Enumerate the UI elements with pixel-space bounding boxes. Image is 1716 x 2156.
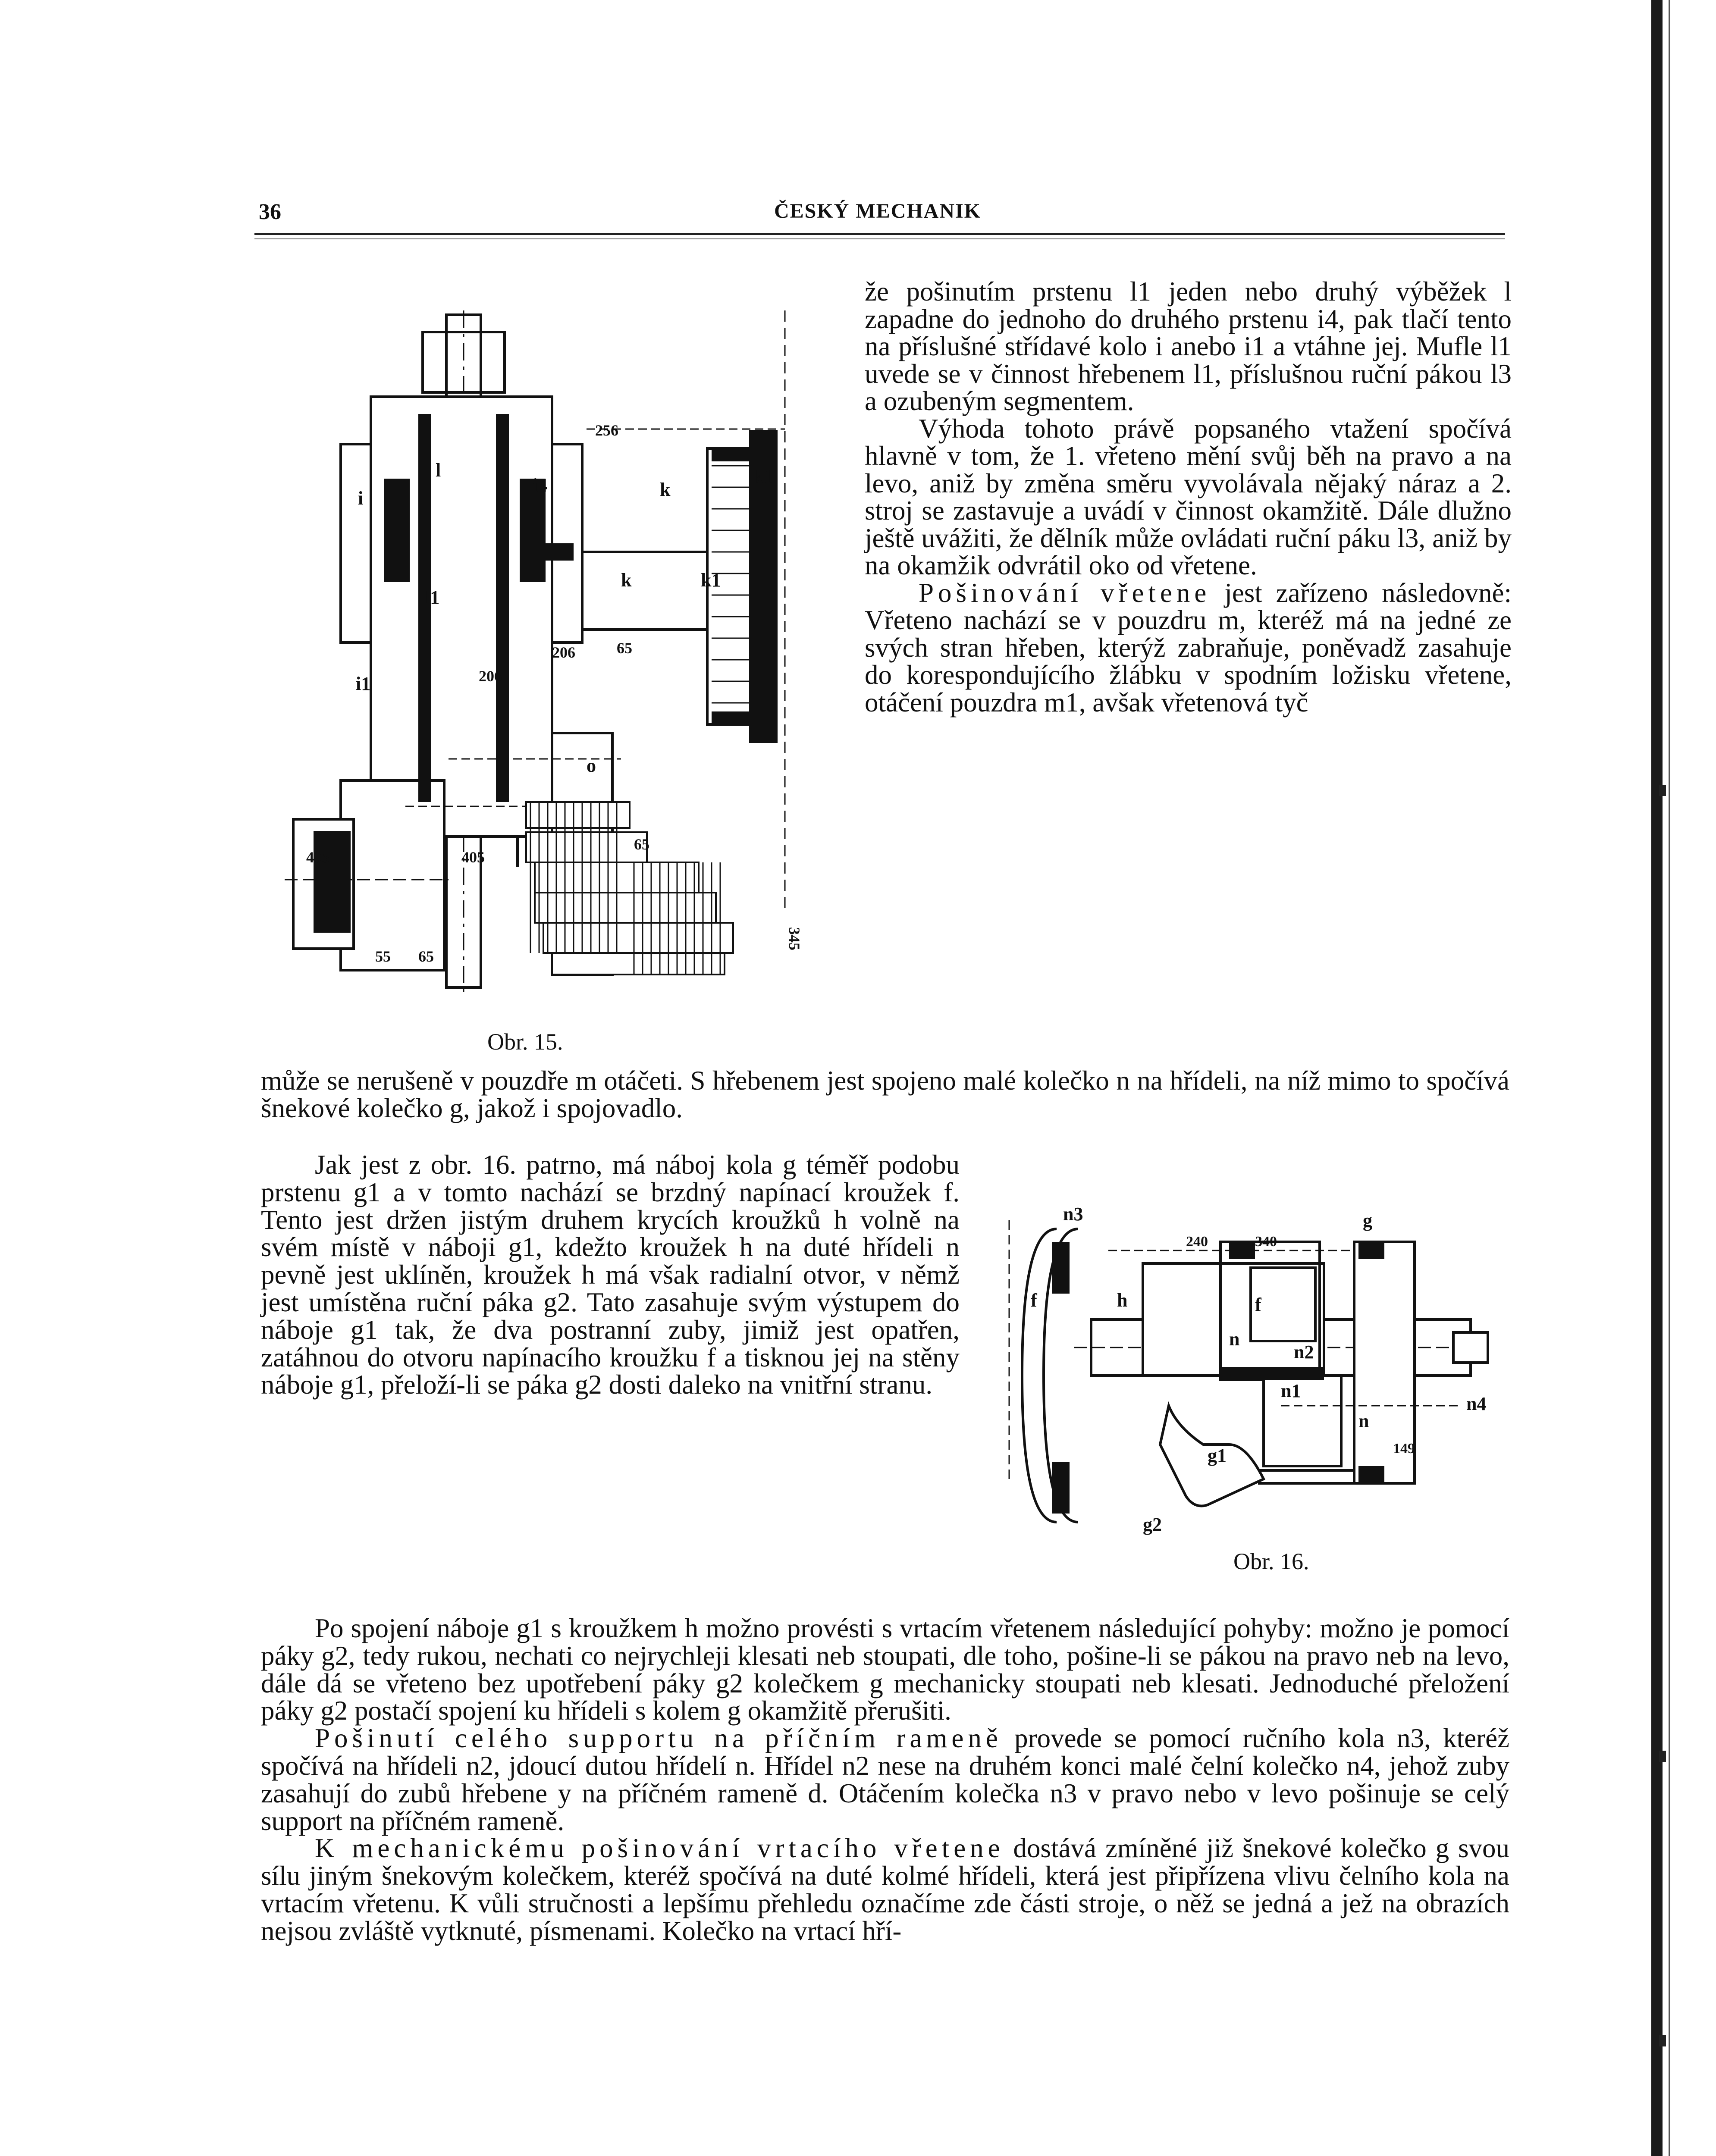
paragraph-7-spaced: K mechanickému pošinování vrtacího vřetene: [315, 1833, 1004, 1864]
fig15-label-k1-lower: k1: [701, 570, 721, 591]
fig15-dim-65-side: 65: [617, 639, 632, 657]
fig15-dim-65-bottom: 65: [418, 948, 434, 965]
right-column-text: [865, 278, 1512, 716]
fig15-dim-55: 55: [375, 948, 391, 965]
fig16-label-g2: g2: [1143, 1514, 1162, 1535]
fig16-label-n4: n4: [1466, 1393, 1487, 1414]
paragraph-2: Výhoda tohoto právě popsaného vtažení spočívá hlavně v tom, že 1. vřeteno mění svůj běh na pravo a na levo, aniž by změna směru vyvolávala nějaký náraz a 2. stroj se zastavuje a uvádí v činnost okamžitě. Dále dlužno ještě uvážiti, že dělník může ovládati ruční páku l3, aniž by na okamžik odvrátil oko od vřetene.: [865, 413, 1512, 580]
fig15-dim-345: 345: [786, 927, 803, 950]
edge-mark: [1659, 2035, 1666, 2046]
fig15-dim-65-top: 65: [634, 836, 649, 853]
page-edge-shadow: [1651, 0, 1716, 2156]
fig16-dim-340: 340: [1255, 1234, 1277, 1250]
page-number: 36: [259, 200, 281, 224]
fig16-label-h: h: [1117, 1290, 1128, 1311]
paragraph-3: [865, 577, 1512, 718]
fig16-label-n3: n3: [1063, 1203, 1083, 1225]
fig16-dim-149: 149: [1393, 1441, 1415, 1457]
paragraph-4: Jak jest z obr. 16. patrno, má náboj kola g téměř podobu prstenu g1 a v tomto nachází se brzdný napínací kroužek f. Tento jest držen jistým druhem krycích kroužků h volně na svém místě v náboji g1, kdežto kroužek h na duté hřídeli n pevně jest uklíněn, kroužek h má však radialní otvor, v němž jest umístěna ruční páka g2. Tato zasahuje svým výstupem do náboje g1 tak, že dva postranní zuby, jimiž jest opatřen, zatáhnou do otvoru napínacího kroužku f a tisknou jej na stěny náboje g1, přeloží-li se páka g2 dosti daleko na vnitřní stranu.: [261, 1150, 960, 1400]
fig15-label-k-lower: k: [621, 570, 632, 591]
journal-title: ČESKÝ MECHANIK: [774, 200, 982, 222]
fig16-label-f: f: [1255, 1294, 1261, 1315]
edge-mark: [1659, 785, 1666, 796]
page-edge-line-thin: [1669, 0, 1670, 2156]
fig15-label-k: k: [660, 479, 671, 500]
figure-16-caption: Obr. 16.: [1233, 1548, 1309, 1574]
fig15-label-i1: i1: [356, 673, 371, 694]
fig15-dim-256: 256: [595, 422, 618, 439]
paragraph-6-rest: provede se pomocí ručního kola n3, kteréž spočívá na hřídeli n2, jdoucí dutou hřídelí n. Hřídel n2 nese na druhém konci malé čelní kolečko n4, jehož zuby zasahují do zubů hřebene y na příčném rameně d. Otáčením kolečka n3 v pravo nebo v levo pošinuje se celý support na příčném rameně.: [261, 1723, 1509, 1836]
figure-16-drawing: [1005, 1203, 1501, 1548]
fig15-label-l: l: [436, 460, 441, 481]
edge-mark: [1659, 1751, 1666, 1762]
bottom-text-block: [261, 1615, 1509, 1945]
page-edge-line: [1651, 0, 1663, 2156]
header-rule: [254, 233, 1505, 235]
fig16-label-n: n: [1229, 1329, 1240, 1350]
fig15-label-k1: k1: [753, 466, 773, 487]
fig15-dim-206-lower: 206: [479, 667, 502, 685]
running-header: [259, 199, 1496, 229]
fig15-dim-206: 206: [552, 644, 575, 661]
fig15-label-o: o: [587, 755, 596, 776]
paragraph-1: že pošinutím prstenu l1 jeden nebo druhý výběžek l zapadne do jednoho do druhého prstenu i4, pak tlačí tento na příslušné střídavé kolo i anebo i1 a vtáhne jej. Mufle l1 uvede se v činnost hřebenem l1, příslušnou ruční pákou l3 a ozubeným segmentem.: [865, 276, 1512, 416]
figure-15-caption: Obr. 15.: [487, 1029, 563, 1055]
fig15-label-i: i: [358, 488, 364, 509]
fig16-label-n-lower: n: [1358, 1410, 1369, 1432]
paragraph-6-spaced: Pošinutí celého supportu na příčním rameně: [315, 1723, 1002, 1754]
header-rule-thin: [254, 238, 1505, 239]
paragraph-3-continued: může se nerušeně v pouzdře m otáčeti. S hřebenem jest spojeno malé kolečko n na hřídeli, na níž mimo to spočívá šnekové kolečko g, jakož i spojovadlo.: [261, 1065, 1509, 1123]
paragraph-3-rest: jest zařízeno následovně: Vřeteno nachází se v pouzdru m, kteréž má na jedné ze svých stran hřeben, kterýž zabraňuje, poněvadž zasahuje do korespondujícího žlábku v spodním ložisku vřetene, otáčení pouzdra m1, avšak vřetenová tyč: [865, 577, 1512, 718]
fig16-label-g: g: [1363, 1210, 1372, 1231]
paragraph-5: Po spojení náboje g1 s kroužkem h možno provésti s vrtacím vřetenem následující pohyby: možno je pomocí páky g2, tedy rukou, nechati co nejrychleji klesati neb stoupati, dle toho, pošine-li se pákou na pravo neb na levo, dále dá se vřeteno bez upotřebení páky g2 kolečkem g mechanicky stoupati neb klesati. Jednoduché přeložení páky g2 postačí spojení ku hřídeli s kolem g okamžitě přerušiti.: [261, 1613, 1509, 1726]
fig16-label-n1: n1: [1281, 1380, 1301, 1401]
paragraph-6: [261, 1725, 1509, 1835]
figure-15-drawing: [276, 302, 811, 1009]
fig15-label-i4: i4: [533, 475, 548, 496]
fig15-dim-405-mid: 405: [461, 849, 485, 866]
fig16-dim-240: 240: [1186, 1234, 1208, 1250]
fig15-label-l1: l1: [425, 587, 440, 608]
fig16-label-n2: n2: [1294, 1341, 1314, 1363]
fig15-dim-405-left: 405: [306, 849, 329, 866]
paragraph-3-spaced: Pošinování vřetene: [919, 577, 1211, 608]
fig16-label-g1: g1: [1208, 1445, 1227, 1466]
paragraph-7-rest: dostává zmíněné již šnekové kolečko g svou sílu jiným šnekovým kolečkem, kteréž spočívá na duté kolmé hřídeli, která jest připřízena vlivu čelního kola na vrtacím vřetenu. K vůli stručnosti a lepšímu přehledu označíme zde části stroje, o něž se jedná a jež na obrazích nejsou zvláště vytknuté, písmenami. Kolečko na vrtací hří-: [261, 1833, 1509, 1946]
paragraph-7: [261, 1835, 1509, 1945]
fig16-label-f-left: f: [1031, 1290, 1037, 1311]
